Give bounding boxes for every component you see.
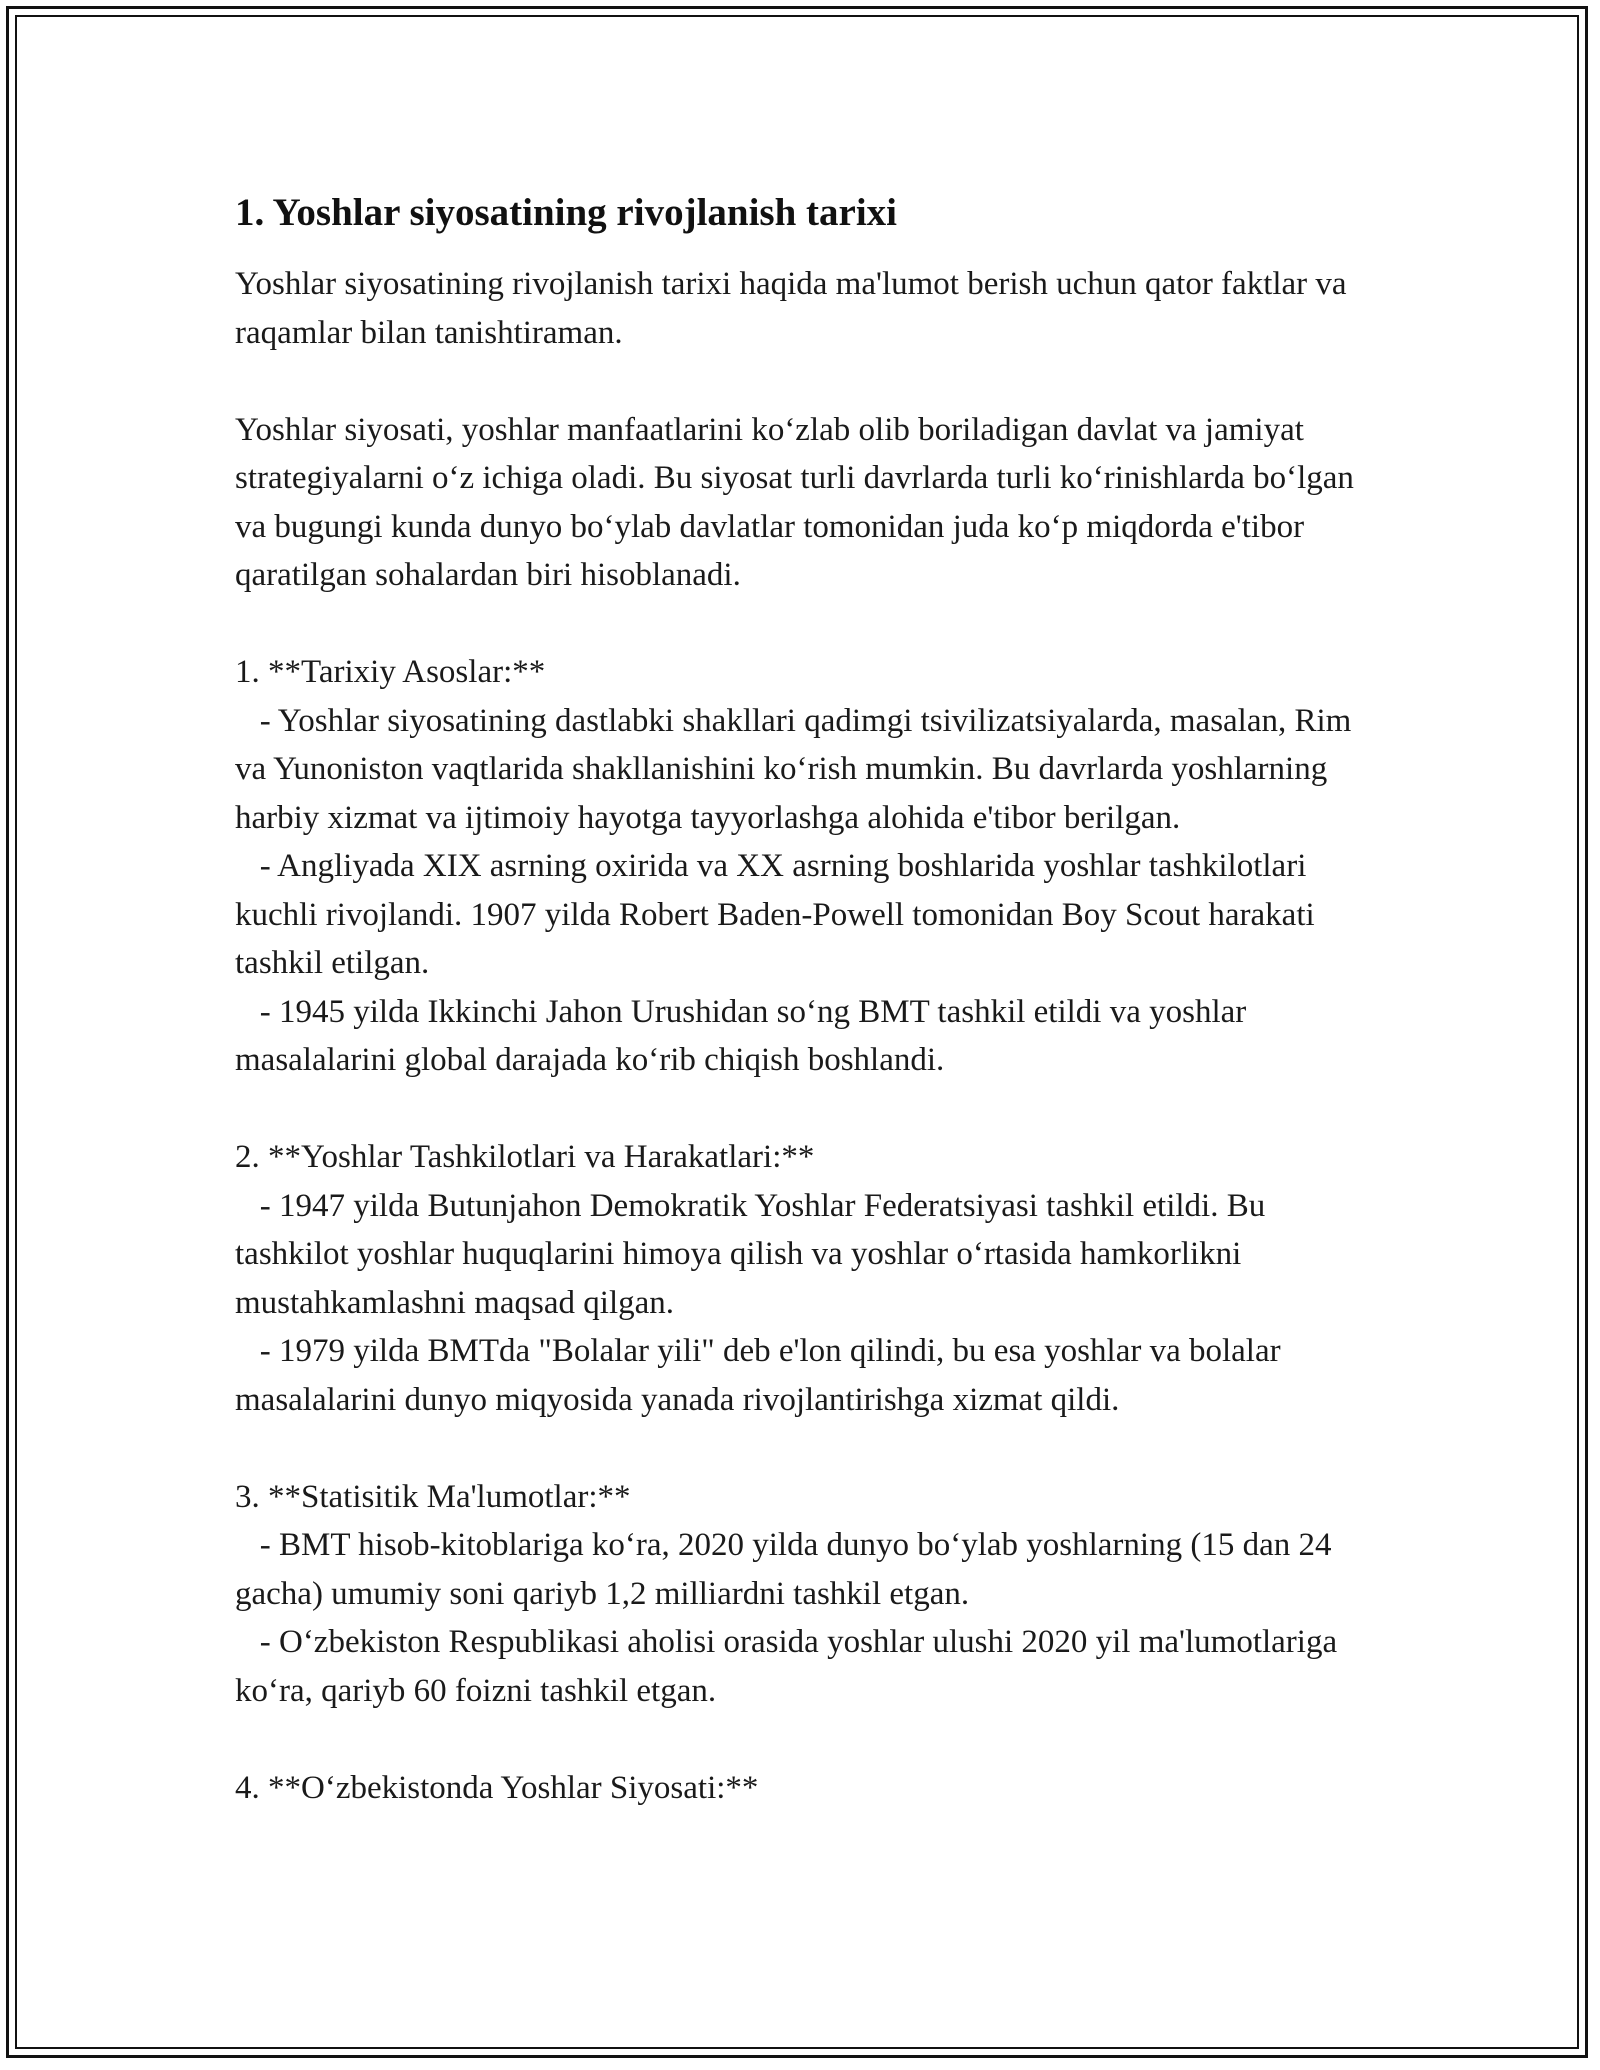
section-item: - 1947 yilda Butunjahon Demokratik Yoshlar Federatsiyasi tashkil etildi. Bu tashkilot yoshlar huquqlarini himoya qilish va yoshlar o‘rtasida hamkorlikni mustahkamlashni maqsad qilgan.	[235, 1187, 1274, 1321]
paragraph-gap	[235, 357, 1375, 406]
section-heading-organizations: 2. **Yoshlar Tashkilotlari va Harakatlari:**	[235, 1139, 815, 1175]
section-heading-statistics: 3. **Statisitik Ma'lumotlar:**	[235, 1478, 631, 1515]
intro-paragraph: Yoshlar siyosatining rivojlanish tarixi haqida ma'lumot berish uchun qator faktlar va raqamlar bilan tanishtiraman.	[235, 266, 1355, 351]
section-item: - BMT hisob-kitoblariga ko‘ra, 2020 yilda dunyo bo‘ylab yoshlarning (15 dan 24 gacha) umumiy soni qariyb 1,2 milliardni tashkil etgan.	[235, 1527, 1340, 1612]
section-item: - 1945 yilda Ikkinchi Jahon Urushidan so‘ng BMT tashkil etildi va yoshlar masalalarini global darajada ko‘rib chiqish boshlandi.	[235, 993, 1255, 1078]
paragraph-gap	[235, 1715, 1375, 1764]
section-heading-history: 1. **Tarixiy Asoslar:**	[235, 654, 546, 690]
paragraph-gap	[235, 1424, 1375, 1473]
section-item: - Angliyada XIX asrning oxirida va XX asrning boshlarida yoshlar tashkilotlari kuchli rivojlandi. 1907 yilda Robert Baden-Powell tomonidan Boy Scout harakati tashkil etilgan.	[235, 848, 1323, 981]
overview-paragraph: Yoshlar siyosati, yoshlar manfaatlarini ko‘zlab olib boriladigan davlat va jamiyat strategiyalarni o‘z ichiga oladi. Bu siyosat turli davrlarda turli ko‘rinishlarda bo‘lgan va bugungi kunda dunyo bo‘ylab davlatlar tomonidan juda ko‘p miqdorda e'tibor qaratilgan sohalardan biri hisoblanadi.	[235, 411, 1363, 593]
section-heading-uzbekistan: 4. **O‘zbekistonda Yoshlar Siyosati:**	[235, 1769, 759, 1806]
paragraph-gap	[235, 600, 1375, 649]
document-title: 1. Yoshlar siyosatining rivojlanish tarixi	[235, 191, 898, 234]
section-item: - 1979 yilda BMTda "Bolalar yili" deb e'lon qilindi, bu esa yoshlar va bolalar masalalarini dunyo miqyosida yanada rivojlantirishga xizmat qildi.	[235, 1333, 1289, 1418]
section-item: - O‘zbekiston Respublikasi aholisi orasida yoshlar ulushi 2020 yil ma'lumotlariga ko‘ra, qariyb 60 foizni tashkil etgan.	[235, 1624, 1346, 1709]
document-body	[235, 188, 1375, 1812]
paragraph-gap	[235, 1085, 1375, 1134]
section-item: - Yoshlar siyosatining dastlabki shakllari qadimgi tsivilizatsiyalarda, masalan, Rim va Yunoniston vaqtlarida shakllanishini ko‘rish mumkin. Bu davrlarda yoshlarning harbiy xizmat va ijtimoiy hayotga tayyorlashga alohida e'tibor berilgan.	[235, 702, 1360, 836]
